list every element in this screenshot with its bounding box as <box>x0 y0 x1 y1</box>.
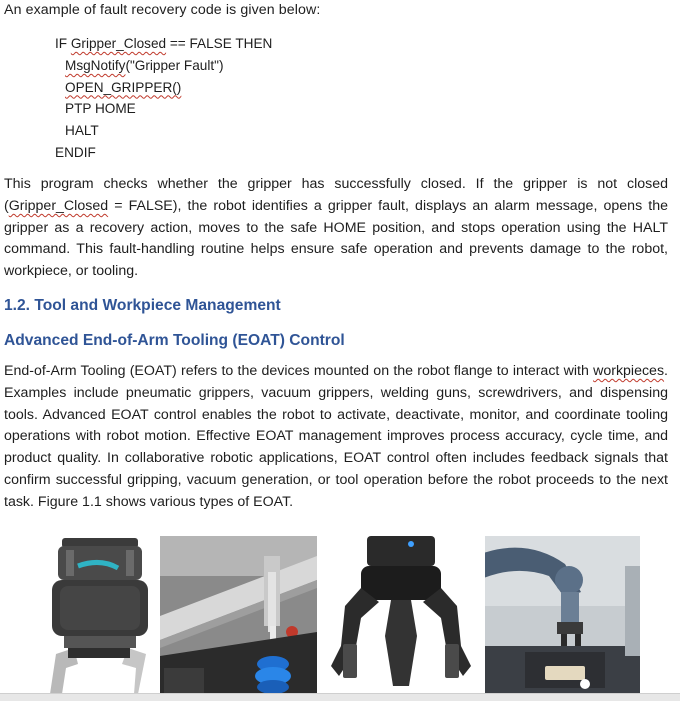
code-line-ptp-home: PTP HOME <box>65 101 136 117</box>
two-finger-gripper-photo <box>44 536 156 694</box>
explanation-paragraph: This program checks whether the gripper has successfully closed. If the gripper is not closed (Gripper_Closed = FALSE), the robot identifies a gripper fault, displays an alarm message, opens the gripper as a recovery action, moves to the safe HOME position, and stops operation using the HALT command. This fault-handling routine helps ensure safe operation and prevents damage to the robot, workpiece, or tooling. <box>4 176 668 280</box>
cobot-gripper-photo <box>485 536 640 694</box>
vacuum-gripper-photo <box>160 536 317 694</box>
code-line-if: IF Gripper_Closed == FALSE THEN <box>55 36 273 51</box>
intro-text: An example of fault recovery code is given below: <box>4 2 321 18</box>
code-line-msgnotify: MsgNotify("Gripper Fault") <box>65 57 224 73</box>
section-heading: 1.2. Tool and Workpiece Management <box>4 297 281 314</box>
code-line-endif: ENDIF <box>55 144 96 160</box>
code-block <box>55 33 272 164</box>
code-line-halt: HALT <box>65 123 99 139</box>
eoat-figure <box>44 536 640 694</box>
code-line-open-gripper: OPEN_GRIPPER() <box>65 79 182 95</box>
three-finger-gripper-photo <box>321 536 481 694</box>
subsection-heading: Advanced End-of-Arm Tooling (EOAT) Control <box>4 332 345 349</box>
eoat-paragraph: End-of-Arm Tooling (EOAT) refers to the devices mounted on the robot flange to interact with workpieces. Examples include pneumatic grippers, vacuum grippers, welding guns, screwdrivers, and dispensing tools. Advanced EOAT control enables the robot to activate, deactivate, monitor, and coordinate tooling operations with robot motion. Effective EOAT management improves process accuracy, cycle time, and product quality. In collaborative robotic applications, EOAT control often includes feedback signals that confirm successful gripping, vacuum generation, or tool operation before the robot proceeds to the next task. Figure 1.1 shows various types of EOAT. <box>4 363 668 510</box>
